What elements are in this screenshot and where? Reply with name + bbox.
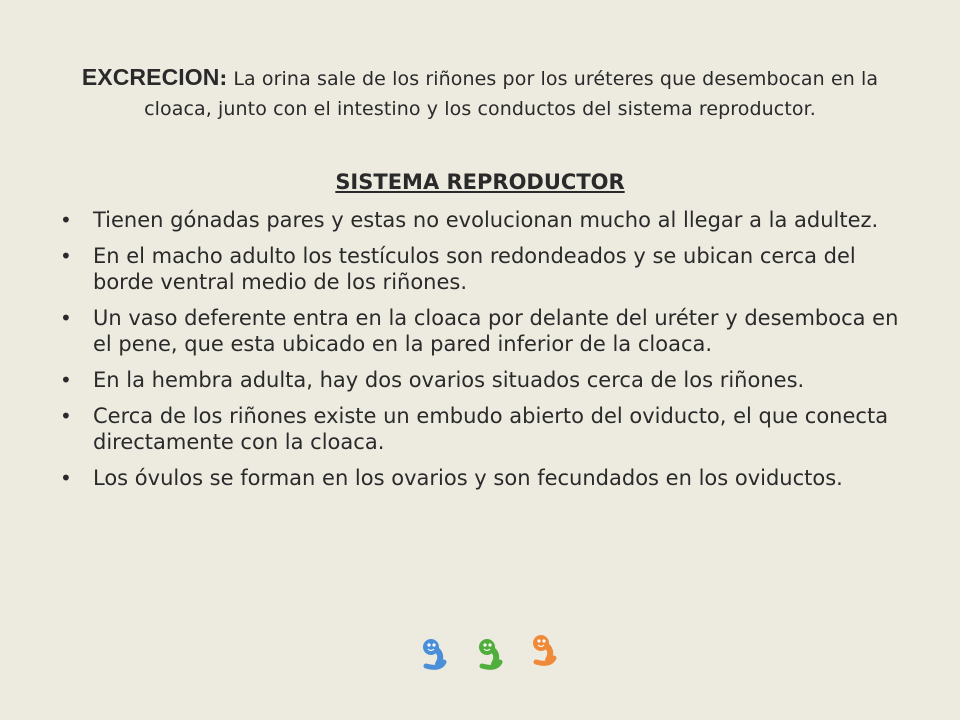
bullet-text: Cerca de los riñones existe un embudo abierto del oviducto, el que conecta directamente con la cloaca.: [93, 404, 889, 454]
bullet-item: [60, 465, 920, 491]
bullet-dot: •: [60, 208, 72, 232]
bullet-text: Los óvulos se forman en los ovarios y son fecundados en los oviductos.: [93, 466, 843, 490]
intro-lead: EXCRECION: [81, 64, 220, 90]
bullet-list: [60, 207, 920, 501]
bullet-text: En el macho adulto los testículos son redondeados y se ubican cerca del borde ventral medio de los riñones.: [93, 244, 856, 294]
intro-text: La orina sale de los riñones por los uréteres que desembocan en la cloaca, junto con el intestino y los conductos del sistema reproductor.: [144, 68, 879, 120]
blue-worm-icon: [420, 636, 450, 672]
bullet-text: En la hembra adulta, hay dos ovarios situados cerca de los riñones.: [93, 368, 805, 392]
bullet-item: [60, 367, 920, 393]
section-title: SISTEMA REPRODUCTOR: [335, 170, 625, 194]
decorative-icons: [420, 636, 570, 676]
bullet-dot: •: [60, 466, 72, 490]
intro-paragraph: [60, 62, 900, 124]
bullet-dot: •: [60, 368, 72, 392]
intro-colon: :: [219, 68, 228, 90]
bullet-dot: •: [60, 244, 72, 268]
orange-worm-icon: [530, 632, 560, 668]
bullet-item: [60, 305, 920, 357]
bullet-item: [60, 243, 920, 295]
bullet-text: Un vaso deferente entra en la cloaca por delante del uréter y desemboca en el pene, que esta ubicado en la pared inferior de la cloaca.: [93, 306, 899, 356]
bullet-dot: •: [60, 306, 72, 330]
green-worm-icon: [476, 636, 506, 672]
bullet-item: [60, 207, 920, 233]
bullet-dot: •: [60, 404, 72, 428]
bullet-text: Tienen gónadas pares y estas no evolucionan mucho al llegar a la adultez.: [93, 208, 879, 232]
bullet-item: [60, 403, 920, 455]
